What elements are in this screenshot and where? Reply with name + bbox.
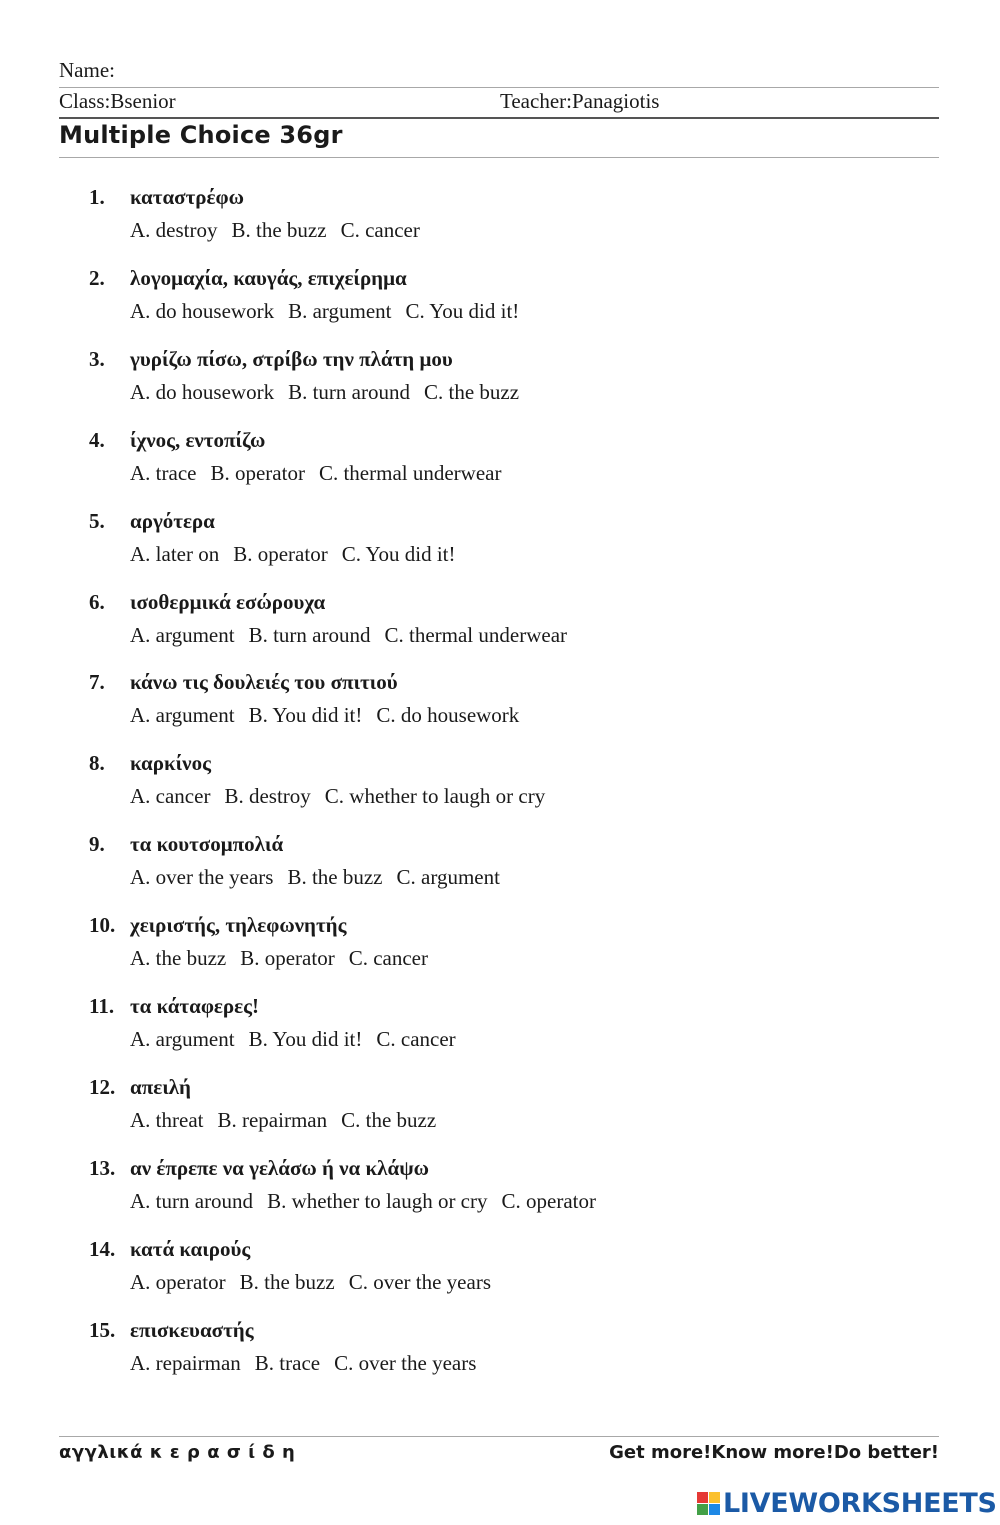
question-prompt: αργότερα — [130, 508, 215, 533]
answer-option[interactable]: A. the buzz — [130, 946, 227, 971]
answer-option[interactable]: C. thermal underwear — [318, 460, 502, 485]
teacher-label: Teacher:Panagiotis — [500, 89, 660, 113]
answer-option[interactable]: C. over the years — [348, 1269, 491, 1294]
question-number: 4. — [89, 427, 105, 452]
title-divider — [59, 157, 939, 158]
answer-options — [130, 784, 969, 809]
question-heading — [89, 347, 969, 372]
question-item — [89, 590, 969, 648]
answer-option[interactable]: B. the buzz — [231, 218, 327, 242]
question-number: 3. — [89, 346, 105, 371]
footer-divider — [59, 1436, 939, 1437]
answer-option[interactable]: C. cancer — [340, 218, 420, 242]
logo-square-blue — [709, 1504, 720, 1515]
question-heading — [89, 509, 969, 534]
answer-option[interactable]: B. repairman — [217, 1107, 328, 1132]
class-label: Class:Bsenior — [59, 89, 176, 113]
answer-option[interactable]: A. argument — [130, 703, 235, 728]
answer-option[interactable]: A. operator — [130, 1269, 226, 1294]
answer-options — [130, 1270, 969, 1295]
answer-option[interactable]: C. over the years — [334, 1350, 477, 1375]
answer-option[interactable]: C. the buzz — [341, 1107, 437, 1132]
answer-options — [130, 1027, 969, 1052]
answer-option[interactable]: A. over the years — [130, 865, 274, 890]
answer-option[interactable]: C. argument — [396, 865, 500, 890]
answer-option[interactable]: C. do housework — [376, 703, 520, 728]
answer-options — [130, 703, 969, 728]
question-number: 7. — [89, 670, 105, 695]
question-prompt: κάνω τις δουλειές του σπιτιού — [130, 670, 398, 695]
answer-option[interactable]: C. thermal underwear — [384, 622, 568, 647]
answer-options — [130, 380, 969, 405]
question-prompt: ισοθερμικά εσώρουχα — [130, 589, 326, 614]
answer-option[interactable]: B. operator — [240, 946, 335, 971]
question-number: 5. — [89, 508, 105, 533]
answer-option[interactable]: B. the buzz — [287, 865, 383, 890]
question-number: 8. — [89, 751, 105, 776]
question-heading — [89, 266, 969, 291]
question-item — [89, 509, 969, 567]
question-number: 12. — [89, 1074, 116, 1099]
logo-square-green — [697, 1504, 708, 1515]
question-prompt: αν έπρεπε να γελάσω ή να κλάψω — [130, 1155, 429, 1180]
answer-option[interactable]: A. destroy — [130, 218, 218, 242]
logo-square-yellow — [709, 1492, 720, 1503]
question-heading — [89, 1075, 969, 1100]
question-heading — [89, 913, 969, 938]
name-label: Name: — [59, 58, 115, 82]
footer-left-text: αγγλικά κ ε ρ α σ ί δ η — [59, 1442, 296, 1463]
question-prompt: τα κουτσομπολιά — [130, 832, 284, 857]
question-item — [89, 428, 969, 486]
answer-option[interactable]: C. the buzz — [423, 379, 520, 404]
question-heading — [89, 994, 969, 1019]
question-number: 10. — [89, 913, 116, 938]
question-prompt: κατά καιρούς — [130, 1236, 251, 1261]
answer-option[interactable]: B. the buzz — [239, 1269, 335, 1294]
question-prompt: καταστρέφω — [130, 185, 244, 209]
answer-options — [130, 865, 969, 890]
question-prompt: χειριστής, τηλεφωνητής — [130, 913, 347, 938]
question-item — [89, 1237, 969, 1295]
question-heading — [89, 590, 969, 615]
answer-option[interactable]: B. operator — [233, 541, 328, 566]
question-item — [89, 347, 969, 405]
question-prompt: απειλή — [130, 1074, 191, 1099]
question-prompt: επισκευαστής — [130, 1317, 254, 1342]
answer-option[interactable]: A. later on — [130, 541, 220, 566]
answer-option[interactable]: B. turn around — [248, 622, 371, 647]
logo-square-red — [697, 1492, 708, 1503]
question-heading — [89, 1318, 969, 1343]
question-number: 11. — [89, 994, 115, 1018]
answer-option[interactable]: A. repairman — [130, 1350, 241, 1375]
answer-option[interactable]: A. threat — [130, 1107, 204, 1132]
worksheet-title: Multiple Choice 36gr — [59, 121, 343, 149]
answer-options — [130, 946, 969, 971]
question-number: 1. — [89, 185, 105, 209]
answer-options — [130, 1351, 969, 1376]
answer-option[interactable]: B. trace — [254, 1350, 321, 1375]
answer-options — [130, 461, 969, 486]
question-item — [89, 751, 969, 809]
answer-options — [130, 623, 969, 648]
answer-option[interactable]: C. whether to laugh or cry — [324, 784, 546, 809]
answer-options — [130, 542, 969, 567]
answer-options — [130, 1108, 969, 1133]
answer-option[interactable]: B. destroy — [224, 784, 311, 809]
liveworksheets-logo-icon — [697, 1492, 721, 1516]
question-number: 15. — [89, 1317, 116, 1342]
header-divider-2 — [59, 117, 939, 119]
answer-option[interactable]: B. operator — [210, 460, 305, 485]
question-heading — [89, 751, 969, 776]
question-item — [89, 994, 969, 1052]
name-field-label — [59, 58, 939, 83]
answer-option[interactable]: C. You did it! — [341, 541, 456, 566]
answer-options — [130, 218, 969, 243]
answer-option[interactable]: C. cancer — [348, 946, 428, 971]
question-item — [89, 266, 969, 324]
question-heading — [89, 832, 969, 857]
question-prompt: καρκίνος — [130, 751, 211, 776]
class-teacher-row — [59, 89, 939, 114]
question-heading — [89, 1156, 969, 1181]
answer-option[interactable]: B. whether to laugh or cry — [267, 1188, 488, 1213]
question-item — [89, 670, 969, 728]
question-number: 6. — [89, 589, 105, 614]
question-heading — [89, 670, 969, 695]
question-heading — [89, 428, 969, 453]
answer-option[interactable]: A. cancer — [130, 784, 211, 809]
question-item — [89, 1075, 969, 1133]
answer-option[interactable]: C. You did it! — [405, 298, 520, 323]
question-number: 14. — [89, 1236, 116, 1261]
question-prompt: ίχνος, εντοπίζω — [130, 427, 266, 452]
answer-option[interactable]: B. You did it! — [248, 1027, 363, 1051]
answer-option[interactable]: C. cancer — [376, 1027, 456, 1051]
answer-option[interactable]: A. turn around — [130, 1188, 254, 1213]
liveworksheets-brand[interactable] — [697, 1488, 997, 1519]
question-item — [89, 185, 969, 243]
question-item — [89, 1318, 969, 1376]
answer-option[interactable]: A. do housework — [130, 298, 275, 323]
question-number: 13. — [89, 1155, 116, 1180]
answer-options — [130, 299, 969, 324]
answer-option[interactable]: A. trace — [130, 460, 197, 485]
answer-option[interactable]: B. argument — [288, 298, 392, 323]
question-item — [89, 913, 969, 971]
answer-option[interactable]: B. You did it! — [248, 703, 363, 728]
question-prompt: γυρίζω πίσω, στρίβω την πλάτη μου — [130, 346, 453, 371]
answer-options — [130, 1189, 969, 1214]
question-item — [89, 1156, 969, 1214]
question-number: 2. — [89, 265, 105, 290]
brand-text: LIVEWORKSHEETS — [723, 1488, 997, 1519]
answer-option[interactable]: B. turn around — [288, 379, 410, 404]
question-heading — [89, 185, 969, 210]
question-prompt: τα κάταφερες! — [130, 994, 259, 1018]
answer-option[interactable]: A. argument — [130, 1027, 235, 1051]
question-heading — [89, 1237, 969, 1262]
question-number: 9. — [89, 832, 105, 857]
header-divider-1 — [59, 87, 939, 88]
question-item — [89, 832, 969, 890]
answer-option[interactable]: C. operator — [501, 1188, 596, 1213]
footer-slogan: Get more!Know more!Do better! — [609, 1442, 939, 1463]
question-prompt: λογομαχία, καυγάς, επιχείρημα — [130, 265, 407, 290]
answer-option[interactable]: A. argument — [130, 622, 235, 647]
answer-option[interactable]: A. do housework — [130, 379, 275, 404]
